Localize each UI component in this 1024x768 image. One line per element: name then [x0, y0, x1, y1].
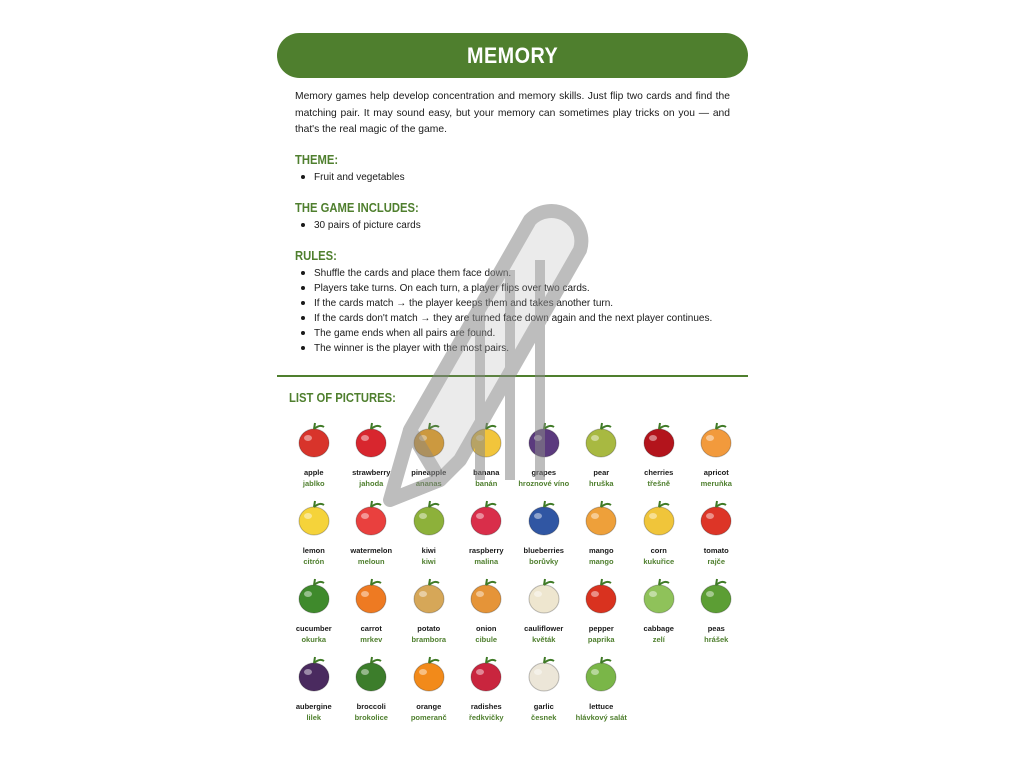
- picture-name-en: cherries: [644, 468, 674, 477]
- picture-name-cz: banán: [475, 479, 498, 488]
- picture-name-cz: hruška: [588, 479, 614, 488]
- picture-card-corn: [630, 496, 688, 574]
- picture-card-apple: [285, 418, 343, 496]
- cauliflower-icon: [522, 574, 566, 618]
- lettuce-icon: [579, 652, 623, 696]
- picture-card-lemon: [285, 496, 343, 574]
- picture-name-en: pineapple: [411, 468, 447, 477]
- list-item: Shuffle the cards and place them face down.: [295, 266, 730, 281]
- picture-name-en: banana: [473, 468, 500, 477]
- pepper-icon: [579, 574, 623, 618]
- theme-list: [295, 170, 730, 185]
- picture-name-cz: meloun: [357, 557, 385, 566]
- picture-name-en: garlic: [533, 702, 554, 711]
- list-item: The game ends when all pairs are found.: [295, 326, 730, 341]
- picture-card-orange: [400, 652, 458, 732]
- aubergine-icon: [292, 652, 336, 696]
- picture-name-cz: cibule: [475, 635, 498, 644]
- pictures-row: [285, 652, 745, 732]
- tomato-icon: [694, 496, 738, 540]
- picture-name-en: aubergine: [295, 702, 332, 711]
- picture-name-en: cucumber: [295, 624, 332, 633]
- picture-card-pepper: [573, 574, 631, 652]
- picture-name-cz: ananas: [415, 479, 442, 488]
- picture-card-strawberry: [343, 418, 401, 496]
- apricot-icon: [694, 418, 738, 462]
- picture-name-cz: kiwi: [421, 557, 436, 566]
- rules-content: [277, 89, 748, 356]
- picture-name-en: radishes: [470, 702, 502, 711]
- picture-name-cz: třešně: [647, 479, 670, 488]
- picture-name-en: pear: [593, 468, 610, 477]
- watermelon-icon: [349, 496, 393, 540]
- picture-name-cz: hroznové víno: [518, 479, 570, 488]
- picture-name-cz: jablko: [302, 479, 325, 488]
- carrot-icon: [349, 574, 393, 618]
- list-item: If the cards don't match → they are turned face down again and the next player continues.: [295, 311, 730, 326]
- grapes-icon: [522, 418, 566, 462]
- raspberry-icon: [464, 496, 508, 540]
- picture-name-cz: rajče: [707, 557, 726, 566]
- picture-name-cz: hrášek: [704, 635, 729, 644]
- picture-card-garlic: [515, 652, 573, 732]
- potato-icon: [407, 574, 451, 618]
- rules-heading: RULES:: [295, 248, 337, 263]
- list-item: 30 pairs of picture cards: [295, 218, 730, 233]
- page-title: MEMORY: [466, 42, 559, 68]
- picture-card-pineapple: [400, 418, 458, 496]
- picture-card-banana: [458, 418, 516, 496]
- picture-card-tomato: [688, 496, 746, 574]
- picture-card-cucumber: [285, 574, 343, 652]
- picture-name-en: tomato: [703, 546, 729, 555]
- onion-icon: [464, 574, 508, 618]
- picture-card-kiwi: [400, 496, 458, 574]
- picture-card-broccoli: [343, 652, 401, 732]
- pear-icon: [579, 418, 623, 462]
- picture-card-peas: [688, 574, 746, 652]
- memory-sheet: [277, 33, 748, 356]
- picture-name-en: lettuce: [589, 702, 614, 711]
- cucumber-icon: [292, 574, 336, 618]
- lemon-icon: [292, 496, 336, 540]
- picture-name-cz: malina: [474, 557, 499, 566]
- picture-card-pear: [573, 418, 631, 496]
- banana-icon: [464, 418, 508, 462]
- picture-name-en: blueberries: [523, 546, 564, 555]
- broccoli-icon: [349, 652, 393, 696]
- picture-name-en: potato: [417, 624, 441, 633]
- picture-name-en: pepper: [588, 624, 614, 633]
- picture-name-en: corn: [650, 546, 667, 555]
- picture-name-cz: borůvky: [529, 557, 559, 566]
- theme-heading: THEME:: [295, 152, 339, 167]
- picture-name-en: apple: [303, 468, 324, 477]
- cherries-icon: [637, 418, 681, 462]
- cabbage-icon: [637, 574, 681, 618]
- picture-name-cz: paprika: [587, 635, 615, 644]
- list-item: If the cards match → the player keeps them and takes another turn.: [295, 296, 730, 311]
- picture-name-en: cauliflower: [524, 624, 564, 633]
- includes-list: [295, 218, 730, 233]
- picture-card-blueberries: [515, 496, 573, 574]
- pictures-row: [285, 418, 745, 496]
- picture-name-en: strawberry: [352, 468, 391, 477]
- picture-name-en: apricot: [703, 468, 729, 477]
- picture-card-carrot: [343, 574, 401, 652]
- picture-name-en: onion: [476, 624, 497, 633]
- picture-card-lettuce: [573, 652, 631, 732]
- picture-card-cabbage: [630, 574, 688, 652]
- kiwi-icon: [407, 496, 451, 540]
- list-item: Players take turns. On each turn, a player flips over two cards.: [295, 281, 730, 296]
- picture-name-en: carrot: [360, 624, 382, 633]
- picture-card-cherries: [630, 418, 688, 496]
- picture-name-en: cabbage: [643, 624, 674, 633]
- picture-name-cz: hlávkový salát: [575, 713, 627, 722]
- list-item: The winner is the player with the most pairs.: [295, 341, 730, 356]
- picture-name-cz: česnek: [531, 713, 557, 722]
- picture-card-aubergine: [285, 652, 343, 732]
- picture-card-apricot: [688, 418, 746, 496]
- picture-card-onion: [458, 574, 516, 652]
- picture-name-en: lemon: [302, 546, 325, 555]
- pictures-row: [285, 574, 745, 652]
- picture-name-cz: ředkvičky: [468, 713, 504, 722]
- picture-name-cz: meruňka: [700, 479, 732, 488]
- strawberry-icon: [349, 418, 393, 462]
- picture-name-en: kiwi: [421, 546, 436, 555]
- pictures-heading: LIST OF PICTURES:: [289, 391, 396, 405]
- picture-name-cz: jahoda: [359, 479, 384, 488]
- picture-name-cz: kukuřice: [643, 557, 675, 566]
- rules-list: [295, 266, 730, 356]
- includes-heading: THE GAME INCLUDES:: [295, 200, 419, 215]
- intro-paragraph: Memory games help develop concentration and memory skills. Just flip two cards and find the matching pair. It may sound easy, but your memory can sometimes play tricks on you — and that's the real magic of the game.: [295, 91, 730, 135]
- radishes-icon: [464, 652, 508, 696]
- picture-name-cz: pomeranč: [410, 713, 447, 722]
- picture-name-en: watermelon: [350, 546, 393, 555]
- mango-icon: [579, 496, 623, 540]
- picture-card-cauliflower: [515, 574, 573, 652]
- pictures-row: [285, 496, 745, 574]
- picture-name-cz: brokolice: [354, 713, 388, 722]
- picture-name-en: raspberry: [468, 546, 504, 555]
- picture-name-cz: mrkev: [360, 635, 383, 644]
- list-item: Fruit and vegetables: [295, 170, 730, 185]
- picture-name-cz: okurka: [301, 635, 327, 644]
- orange-icon: [407, 652, 451, 696]
- picture-card-watermelon: [343, 496, 401, 574]
- picture-card-raspberry: [458, 496, 516, 574]
- picture-card-mango: [573, 496, 631, 574]
- pineapple-icon: [407, 418, 451, 462]
- picture-name-en: mango: [588, 546, 614, 555]
- picture-name-en: broccoli: [356, 702, 386, 711]
- picture-name-en: orange: [416, 702, 442, 711]
- picture-name-en: grapes: [531, 468, 557, 477]
- picture-name-cz: lilek: [306, 713, 322, 722]
- peas-icon: [694, 574, 738, 618]
- pictures-grid: [285, 418, 745, 732]
- section-divider: [277, 375, 748, 377]
- picture-name-cz: mango: [588, 557, 614, 566]
- picture-card-potato: [400, 574, 458, 652]
- picture-name-cz: zelí: [652, 635, 665, 644]
- title-banner: [277, 33, 748, 78]
- picture-name-cz: brambora: [411, 635, 447, 644]
- picture-name-en: peas: [707, 624, 725, 633]
- garlic-icon: [522, 652, 566, 696]
- picture-name-cz: květák: [532, 635, 556, 644]
- apple-icon: [292, 418, 336, 462]
- picture-card-grapes: [515, 418, 573, 496]
- picture-name-cz: citrón: [303, 557, 325, 566]
- blueberries-icon: [522, 496, 566, 540]
- corn-icon: [637, 496, 681, 540]
- picture-card-radishes: [458, 652, 516, 732]
